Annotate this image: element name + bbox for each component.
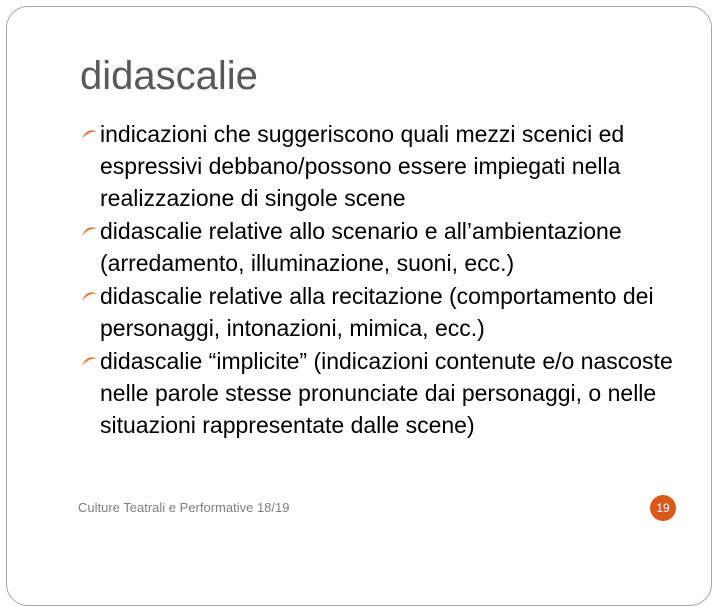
- swoosh-bullet-icon: [80, 285, 98, 307]
- slide-footer: Culture Teatrali e Performative 18/19: [78, 500, 290, 515]
- bullet-text: didascalie relative allo scenario e all’ambientazione (arredamento, illuminazione, suoni, ecc.): [100, 218, 622, 276]
- bullet-text: didascalie “implicite” (indicazioni contenute e/o nascoste nelle parole stesse pronunciate dai personaggi, o nelle situazioni rappresentate dalle scene): [100, 348, 673, 438]
- bullet-item: [80, 345, 680, 441]
- bullet-text: didascalie relative alla recitazione (comportamento dei personaggi, intonazioni, mimica, ecc.): [100, 283, 654, 341]
- bullet-item: [80, 215, 680, 279]
- bullet-list: [80, 118, 680, 442]
- bullet-text: indicazioni che suggeriscono quali mezzi scenici ed espressivi debbano/possono essere impiegati nella realizzazione di singole scene: [100, 121, 625, 211]
- slide-title: didascalie: [80, 54, 258, 98]
- page-number-badge: 19: [650, 495, 676, 521]
- bullet-item: [80, 280, 680, 344]
- swoosh-bullet-icon: [80, 350, 98, 372]
- bullet-item: [80, 118, 680, 214]
- swoosh-bullet-icon: [80, 123, 98, 145]
- swoosh-bullet-icon: [80, 220, 98, 242]
